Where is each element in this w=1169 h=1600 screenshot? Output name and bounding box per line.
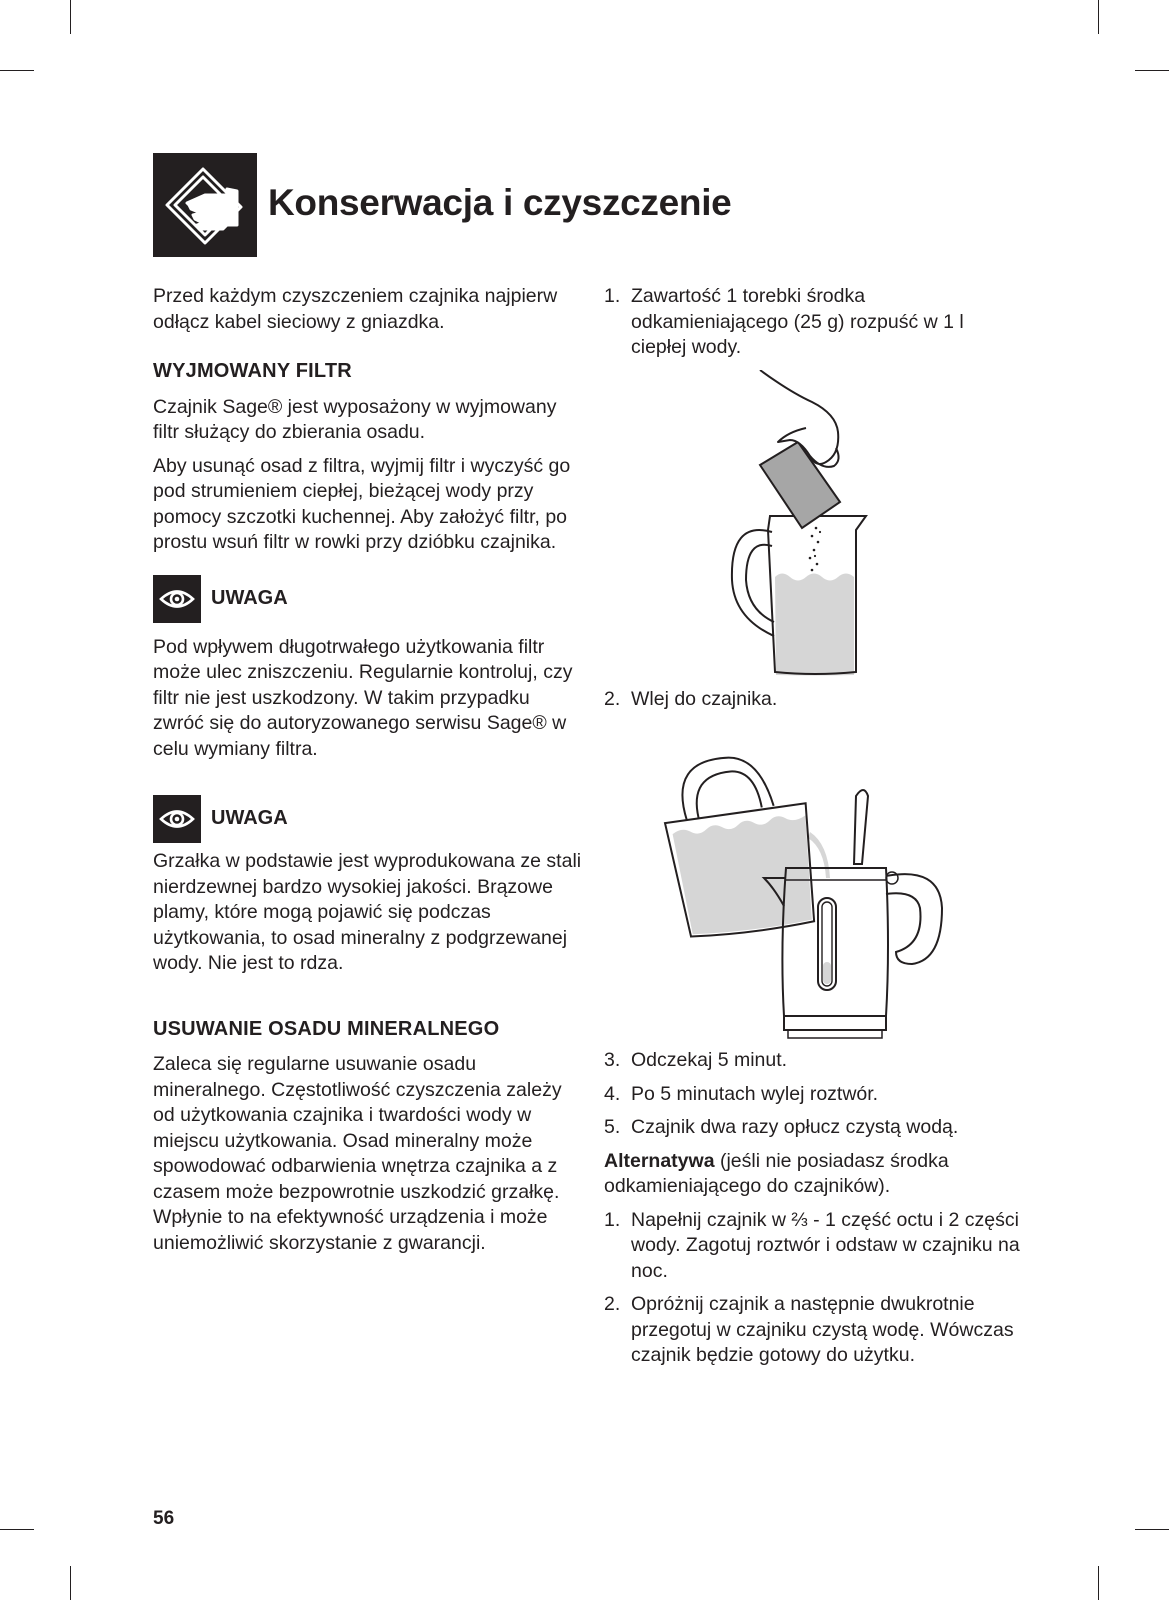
note-2-text: Grzałka w podstawie jest wyprodukowana ze stali nierdzewnej bardzo wysokiej jakości. Brązowe plamy, które mogą pojawić się podczas użytkowania, to osad mineralny z podgrzewanej wody. Nie jest to rdza.: [153, 850, 582, 974]
descale-text: Zaleca się regularne usuwanie osadu mineralnego. Częstotliwość czyszczenia zależy od użytkowania czajnika i twardości wody w miejscu użytkowania. Osad mineralny może spowodować odbarwienia wnętrza czajnika a z czasem może bezpowrotnie uszkodzić grzałkę. Wpłynie to na efektywność urządzenia i może uniemożliwić skorzystanie z gwarancji.: [153, 1053, 562, 1254]
list-item: [604, 1115, 1024, 1141]
list-item: [604, 1048, 1024, 1074]
note-1-text: Pod wpływem długotrwałego użytkowania filtr może ulec zniszczeniu. Regularnie kontroluj, czy filtr nie jest uszkodzony. W takim przypadku zwróć się do autoryzowanego serwisu Sage® w celu wymiany filtra.: [153, 635, 573, 760]
step-text: Opróżnij czajnik a następnie dwukrotnie przegotuj w czajniku czystą wodę. Wówczas czajnik będzie gotowy do użytku.: [631, 1293, 1014, 1366]
list-item: [604, 284, 1024, 361]
page-title: Konserwacja i czyszczenie: [268, 182, 732, 223]
step-number: 2.: [604, 687, 621, 710]
filter-paragraph-1: Czajnik Sage® jest wyposażony w wyjmowany filtr służący do zbierania osadu.: [153, 395, 557, 443]
step-number: 2.: [604, 1293, 621, 1315]
pouring-solution-into-kettle-illustration: [660, 748, 960, 1048]
step-text: Odczekaj 5 minut.: [631, 1049, 788, 1071]
list-item: [604, 687, 1024, 713]
step-number: 1.: [604, 1208, 621, 1231]
crop-mark: [0, 1529, 34, 1530]
note-label: UWAGA: [211, 586, 288, 609]
crop-mark: [1098, 0, 1099, 34]
intro-text: Przed każdym czyszczeniem czajnika najpierw odłącz kabel sieciowy z gniazdka.: [153, 285, 558, 333]
step-text: Po 5 minutach wylej roztwór.: [631, 1082, 879, 1105]
alternative-paragraph: [604, 1149, 1024, 1200]
crop-mark: [1135, 1529, 1169, 1530]
crop-mark: [1098, 1566, 1099, 1600]
page-number: 56: [153, 1508, 175, 1529]
alternative-text: (jeśli nie posiadasz środka odkamieniającego do czajników).: [604, 1149, 949, 1197]
pouring-descaler-into-jug-illustration: [730, 370, 900, 680]
step-number: 4.: [604, 1082, 621, 1105]
eye-icon: [153, 795, 201, 843]
descale-heading: USUWANIE OSADU MINERALNEGO: [153, 1017, 500, 1040]
crop-mark: [70, 0, 71, 34]
step-text: Czajnik dwa razy opłucz czystą wodą.: [631, 1116, 959, 1138]
list-item: [604, 1292, 1024, 1369]
caution-note-1: [153, 575, 583, 623]
crop-mark: [1135, 70, 1169, 71]
caution-note-2: [153, 795, 583, 843]
note-label: UWAGA: [211, 807, 288, 830]
step-text: Zawartość 1 torebki środka odkamieniającego (25 g) rozpuść w 1 l ciepłej wody.: [631, 285, 964, 358]
list-item: [604, 1208, 1024, 1285]
filter-paragraph-2: Aby usunąć osad z filtra, wyjmij filtr i wyczyść go pod strumieniem ciepłej, bieżącej wody przy pomocy szczotki kuchennej. Aby założyć filtr, po prostu wsuń filtr w rowki przy dzióbku czajnika.: [153, 454, 571, 553]
step-number: 5.: [604, 1116, 621, 1138]
alternative-label: Alternatywa: [604, 1149, 715, 1172]
crop-mark: [70, 1566, 71, 1600]
list-item: [604, 1082, 1024, 1108]
filter-heading: WYJMOWANY FILTR: [153, 360, 352, 382]
step-text: Napełnij czajnik w ⅔ - 1 część octu i 2 części wody. Zagotuj roztwór i odstaw w czajniku na noc.: [631, 1208, 1020, 1282]
step-number: 1.: [604, 285, 621, 307]
eye-icon: [153, 575, 201, 623]
crop-mark: [0, 70, 34, 71]
step-text: Wlej do czajnika.: [631, 687, 778, 710]
step-number: 3.: [604, 1049, 621, 1071]
hand-wiping-icon: [153, 153, 257, 257]
left-column: [153, 284, 583, 1256]
